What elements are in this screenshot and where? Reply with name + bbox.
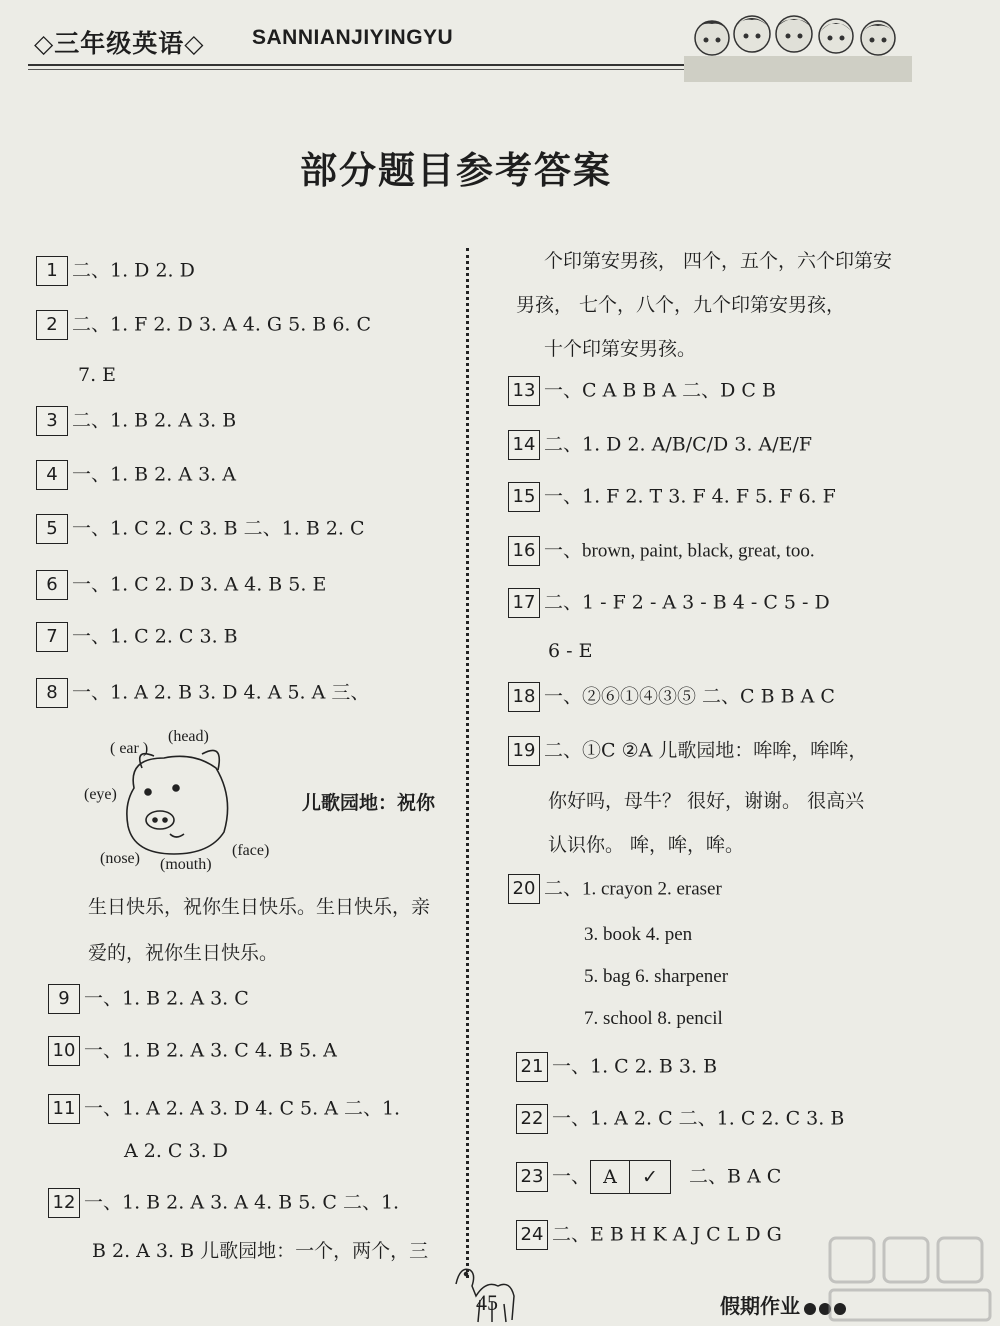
item-number: 14 — [508, 430, 540, 460]
item-answer: 一、1. B 2. A 3. C 4. B 5. A — [84, 1039, 337, 1062]
answer-item — [48, 1036, 337, 1066]
item-number: 8 — [36, 678, 68, 708]
song-text: 男孩， 七个，八个，九个印第安男孩， — [516, 294, 846, 316]
item-answer-continued: 认识你。 哞，哞，哞。 — [548, 834, 745, 856]
item-number: 13 — [508, 376, 540, 406]
answer-item — [36, 256, 195, 286]
column-divider — [466, 248, 469, 1278]
item-answer: 二、①C ②A 儿歌园地：哞哞，哞哞， — [544, 739, 868, 762]
song-text: 个印第安男孩， 四个，五个，六个印第安 — [544, 250, 893, 272]
item-number: 20 — [508, 874, 540, 904]
page-header — [0, 0, 1000, 82]
item-answer-continued: 3. book 4. pen — [584, 924, 693, 945]
item-answer: 一、1. F 2. T 3. F 4. F 5. F 6. F — [544, 485, 836, 508]
item-answer: 二、1. F 2. D 3. A 4. G 5. B 6. C — [72, 313, 372, 336]
item-answer-continued: 7. school 8. pencil — [584, 1008, 723, 1029]
answer-item — [36, 460, 236, 490]
item-number: 23 — [516, 1162, 548, 1192]
item-answer: 一、1. C 2. D 3. A 4. B 5. E — [72, 573, 327, 596]
song-text: 十个印第安男孩。 — [544, 338, 697, 360]
label-mouth: (mouth) — [160, 856, 212, 873]
item-answer: 二、B A C — [689, 1165, 782, 1188]
answer-item — [508, 376, 776, 406]
check-mark-box: ✓ — [630, 1160, 671, 1194]
item-answer-continued: A 2. C 3. D — [124, 1140, 228, 1162]
answer-box: A — [590, 1160, 630, 1194]
header-pinyin: SANNIANJIYINGYU — [252, 26, 454, 49]
item-answer: 一、1. B 2. A 3. C — [84, 987, 249, 1010]
item-answer: 一、1. C 2. C 3. B 二、1. B 2. C — [72, 517, 365, 540]
item-number: 11 — [48, 1094, 80, 1124]
item-number: 24 — [516, 1220, 548, 1250]
item-answer-continued: 6 - E — [548, 640, 593, 662]
label-face: (face) — [232, 842, 270, 859]
item-answer: 一、C A B B A 二、D C B — [544, 379, 776, 402]
answer-item — [508, 588, 830, 618]
item-answer-continued: 5. bag 6. sharpener — [584, 966, 729, 987]
song-heading: 儿歌园地：祝你 — [302, 792, 436, 814]
item-number: 9 — [48, 984, 80, 1014]
answer-item — [36, 570, 326, 600]
item-number: 18 — [508, 682, 540, 712]
header-title: ◇三年级英语◇ — [34, 29, 205, 58]
answer-item — [48, 1188, 399, 1218]
item-answer: 二、1. D 2. D — [72, 259, 195, 282]
item-answer: 一、1. C 2. B 3. B — [552, 1055, 718, 1078]
watermark-logo — [820, 1230, 1000, 1326]
label-head: (head) — [168, 728, 209, 745]
item-answer: 一、brown, paint, black, great, too. — [544, 540, 815, 562]
item-number: 21 — [516, 1052, 548, 1082]
item-answer-continued: 7. E — [78, 364, 117, 386]
answer-item — [516, 1160, 781, 1194]
item-answer: 一、②⑥①④③⑤ 二、C B B A C — [544, 685, 835, 708]
song-text: 爱的，祝你生日快乐。 — [88, 942, 279, 964]
item-answer-continued: B 2. A 3. B 儿歌园地：一个，两个，三 — [92, 1240, 429, 1262]
item-answer: 一、1. C 2. C 3. B — [72, 625, 238, 648]
answer-item — [36, 514, 365, 544]
item-number: 1 — [36, 256, 68, 286]
answer-item — [36, 406, 236, 436]
item-number: 16 — [508, 536, 540, 566]
answer-item — [508, 874, 722, 904]
answer-item — [508, 682, 835, 712]
item-answer: 二、1. D 2. A/B/C/D 3. A/E/F — [544, 433, 813, 456]
item-number: 19 — [508, 736, 540, 766]
item-number: 17 — [508, 588, 540, 618]
answer-item — [508, 736, 867, 766]
item-number: 3 — [36, 406, 68, 436]
item-number: 10 — [48, 1036, 80, 1066]
item-number: 22 — [516, 1104, 548, 1134]
label-eye: (eye) — [84, 786, 117, 803]
header-rule — [28, 64, 688, 66]
label-nose: (nose) — [100, 850, 140, 867]
item-answer-continued: 你好吗，母牛？ 很好，谢谢。 很高兴 — [548, 790, 865, 812]
item-number: 5 — [36, 514, 68, 544]
item-number: 7 — [36, 622, 68, 652]
item-answer: 二、E B H K A J C L D G — [552, 1223, 782, 1246]
answer-item — [516, 1220, 782, 1250]
answer-item — [36, 310, 371, 340]
answer-item — [36, 622, 238, 652]
label-ear: ( ear ) — [110, 740, 149, 757]
item-number: 6 — [36, 570, 68, 600]
item-answer: 一、1. A 2. A 3. D 4. C 5. A 二、1. — [84, 1097, 401, 1120]
item-answer: 一、1. A 2. C 二、1. C 2. C 3. B — [552, 1107, 845, 1130]
page-number: 45 — [476, 1290, 498, 1315]
answer-item — [516, 1052, 717, 1082]
item-number: 12 — [48, 1188, 80, 1218]
answer-item — [508, 482, 836, 512]
answer-item — [508, 536, 815, 566]
item-number: 2 — [36, 310, 68, 340]
item-answer: 二、1 - F 2 - A 3 - B 4 - C 5 - D — [544, 591, 830, 614]
item-answer: 二、1. B 2. A 3. B — [72, 409, 237, 432]
cartoon-children-illustration — [684, 4, 912, 82]
answer-item — [48, 1094, 400, 1124]
page-title: 部分题目参考答案 — [300, 149, 612, 192]
item-answer: 一、1. B 2. A 3. A — [72, 463, 236, 486]
item-answer: 二、1. crayon 2. eraser — [544, 878, 722, 900]
item-prefix: 一、 — [552, 1165, 591, 1188]
item-number: 4 — [36, 460, 68, 490]
item-answer: 一、1. B 2. A 3. A 4. B 5. C 二、1. — [84, 1191, 400, 1214]
answer-item — [36, 678, 369, 708]
footer-label-text: 假期作业 — [720, 1294, 800, 1318]
item-number: 15 — [508, 482, 540, 512]
header-rule-thin — [28, 69, 688, 70]
item-answer: 一、1. A 2. B 3. D 4. A 5. A 三、 — [72, 681, 370, 704]
answer-item — [516, 1104, 844, 1134]
answer-item — [508, 430, 812, 460]
song-text: 生日快乐，祝你生日快乐。生日快乐，亲 — [88, 896, 431, 918]
answer-item — [48, 984, 249, 1014]
